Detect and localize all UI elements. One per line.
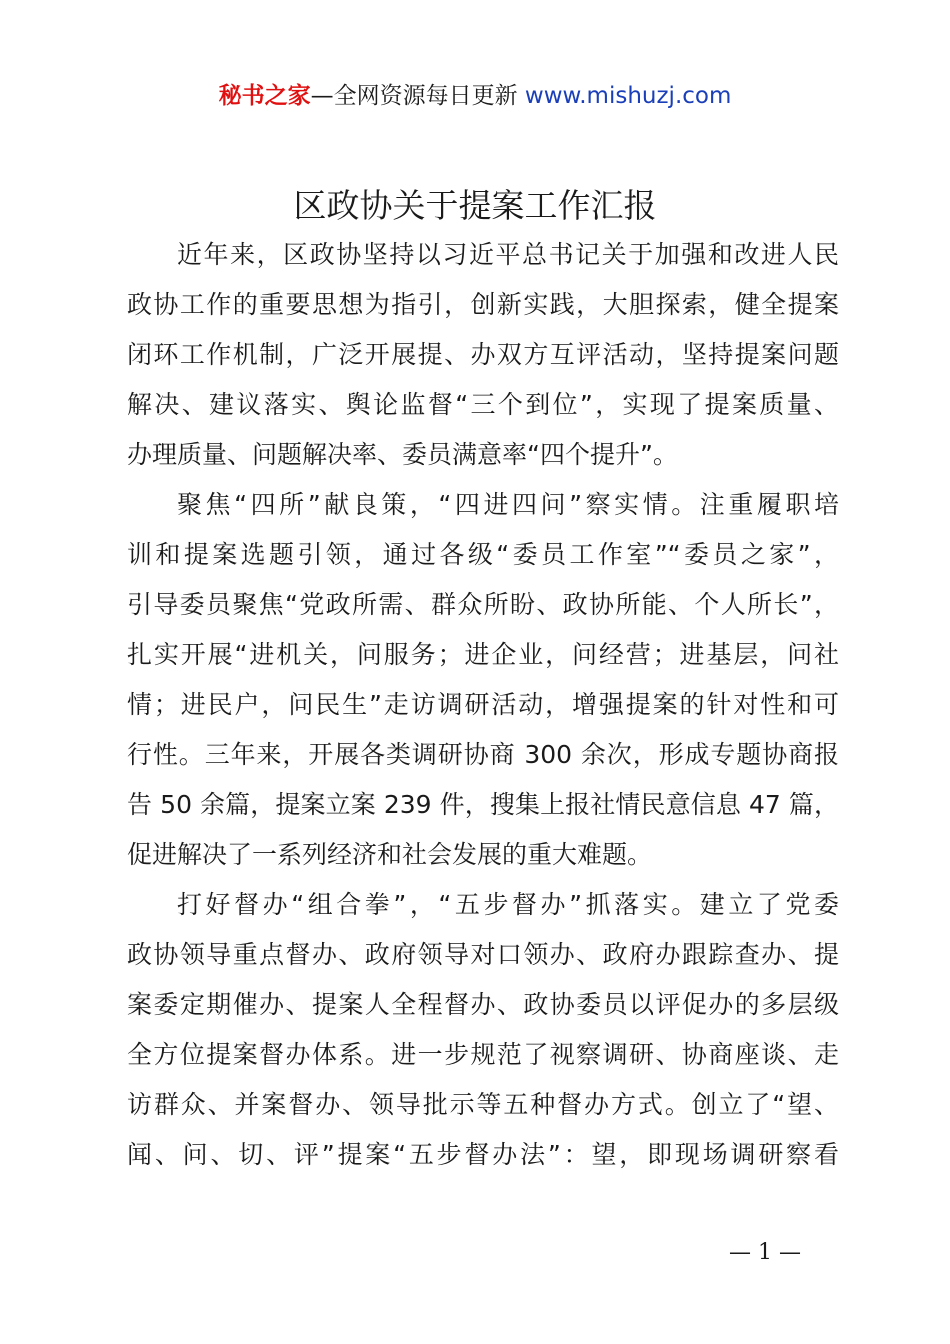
paragraph-1-line-2: 政协工作的重要思想为指引，创新实践，大胆探索，健全提案 [127, 290, 839, 319]
paragraph-2-line-4: 扎实开展“进机关，问服务；进企业，问经营；进基层，问社 [127, 640, 839, 669]
paragraph-2-line-5: 情；进民户，问民生”走访调研活动，增强提案的针对性和可 [127, 690, 839, 719]
site-header [0, 80, 950, 112]
paragraph-3-line-3: 案委定期催办、提案人全程督办、政协委员以评促办的多层级 [127, 990, 839, 1019]
brand-name: 秘书之家 [218, 83, 311, 109]
document-title: 区政协关于提案工作汇报 [293, 186, 657, 225]
paragraph-3-line-5: 访群众、并案督办、领导批示等五种督办方式。创立了“望、 [127, 1090, 839, 1119]
paragraph-2-line-7: 告 50 余篇，提案立案 239 件，搜集上报社情民意信息 47 篇， [127, 790, 839, 819]
paragraph-3-line-4: 全方位提案督办体系。进一步规范了视察调研、协商座谈、走 [127, 1040, 839, 1069]
paragraph-2-line-2: 训和提案选题引领，通过各级“委员工作室”“委员之家”， [127, 540, 839, 569]
paragraph-1-line-4: 解决、建议落实、舆论监督“三个到位”，实现了提案质量、 [127, 390, 839, 419]
paragraph-1-line-5: 办理质量、问题解决率、委员满意率“四个提升”。 [127, 440, 678, 469]
page-number: — 1 — [729, 1240, 801, 1265]
paragraph-1-line-3: 闭环工作机制，广泛开展提、办双方互评活动，坚持提案问题 [127, 340, 839, 369]
paragraph-2-line-1: 聚焦“四所”献良策，“四进四问”察实情。注重履职培 [177, 490, 839, 519]
site-url-link[interactable]: www.mishuzj.com [524, 83, 732, 109]
paragraph-2-line-8: 促进解决了一系列经济和社会发展的重大难题。 [127, 840, 653, 869]
paragraph-2-line-3: 引导委员聚焦“党政所需、群众所盼、政协所能、个人所长”， [127, 590, 839, 619]
header-slogan: —全网资源每日更新 [310, 83, 525, 109]
paragraph-3-line-2: 政协领导重点督办、政府领导对口领办、政府办跟踪查办、提 [127, 940, 839, 969]
paragraph-1-line-1: 近年来，区政协坚持以习近平总书记关于加强和改进人民 [177, 240, 839, 269]
document-body [127, 230, 839, 1180]
paragraph-3-line-1: 打好督办“组合拳”，“五步督办”抓落实。建立了党委 [177, 890, 839, 919]
paragraph-2-line-6: 行性。三年来，开展各类调研协商 300 余次，形成专题协商报 [127, 740, 839, 769]
paragraph-3-line-6: 闻、问、切、评”提案“五步督办法”：望，即现场调研察看 [127, 1140, 839, 1169]
